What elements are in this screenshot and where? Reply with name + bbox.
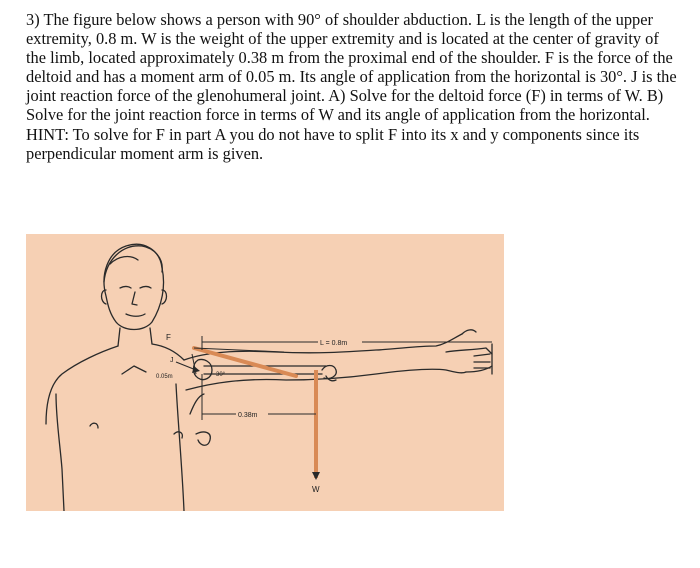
label-cg-distance: 0.38m (238, 412, 258, 419)
body-outline (46, 244, 492, 511)
anatomy-figure (26, 234, 504, 511)
label-angle: 30° (216, 372, 226, 378)
label-length: L = 0.8m (320, 340, 348, 347)
label-J: J (170, 357, 174, 364)
label-moment-arm: 0.05m (156, 374, 173, 380)
joint-reaction-line (176, 362, 196, 370)
label-W: W (312, 485, 320, 494)
label-F: F (166, 333, 171, 342)
weight-arrowhead (312, 472, 320, 480)
problem-text: 3) The figure below shows a person with 90° of shoulder abduction. L is the length of the upper extremity, 0.8 m. W is the weight of the upper extremity and is located at the center of gravity of the limb, located approximately 0.38 m from the proximal end of the shoulder. F is the force of the deltoid and has a moment arm of 0.05 m. Its angle of application from the horizontal is 30°. J is the joint reaction force of the glenohumeral joint. A) Solve for the deltoid force (F) in terms of W. B) Solve for the joint reaction force in terms of W and its angle of application from the horizontal. HINT: To solve for F in part A you do not have to split F into its x and y components since its perpendicular moment arm is given. (26, 10, 677, 163)
figure-drawing (26, 234, 504, 511)
